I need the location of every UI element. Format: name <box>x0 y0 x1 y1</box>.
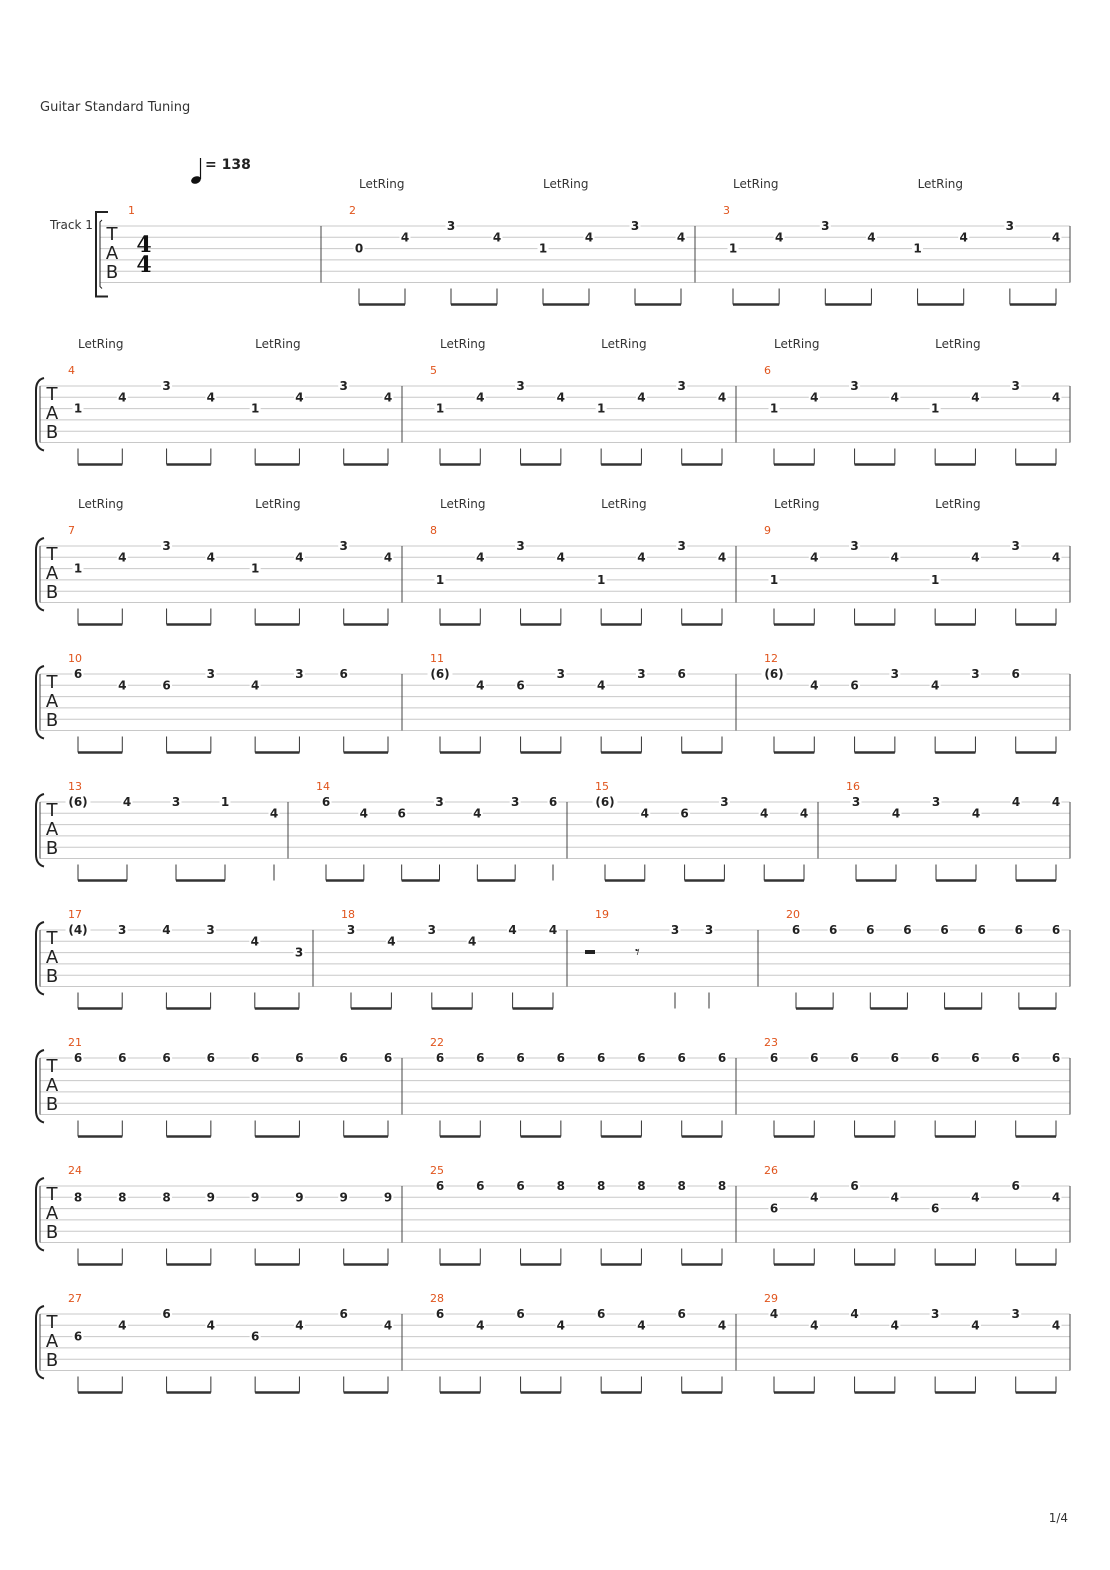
measure-number: 12 <box>764 652 778 665</box>
fret-number: 3 <box>677 539 686 553</box>
fret-number: 1 <box>596 401 606 416</box>
measure-number: 1 <box>128 204 135 217</box>
fret-number: 1 <box>250 401 260 416</box>
fret-number: 4 <box>548 923 558 937</box>
fret-number: 8 <box>556 1179 566 1193</box>
fret-number: 4 <box>637 1318 646 1333</box>
fret-number: 8 <box>596 1179 606 1193</box>
fret-number: 6 <box>548 795 558 809</box>
fret-number: 4 <box>971 550 980 565</box>
fret-number: 4 <box>676 230 686 245</box>
measure-number: 25 <box>430 1164 444 1177</box>
fret-number: 3 <box>556 667 566 681</box>
fret-number: 6 <box>476 1179 485 1193</box>
fret-number: 4 <box>383 550 393 565</box>
fret-number: 4 <box>476 550 485 565</box>
fret-number: 6 <box>250 1329 260 1344</box>
fret-number: 4 <box>971 1190 980 1205</box>
fret-number: 4 <box>930 678 940 693</box>
fret-number: 6 <box>73 1051 83 1065</box>
fret-number: (4) <box>68 923 88 937</box>
fret-number: 3 <box>294 945 304 960</box>
fret-number: 6 <box>250 1051 260 1065</box>
fret-number: 8 <box>637 1179 646 1193</box>
fret-number: 6 <box>850 1179 859 1193</box>
fret-number: 1 <box>930 401 940 416</box>
fret-number: 6 <box>73 667 83 681</box>
fret-number: 3 <box>1011 539 1020 553</box>
fret-number: (6) <box>764 667 784 681</box>
fret-number: 3 <box>890 667 900 681</box>
fret-number: 8 <box>118 1190 127 1205</box>
measure-number: 2 <box>349 204 356 217</box>
tab-clef-letter: A <box>45 947 59 968</box>
fret-number: 4 <box>850 1307 859 1321</box>
fret-number: 4 <box>295 390 304 405</box>
fret-number: 4 <box>383 390 393 405</box>
tab-clef-letter: B <box>45 582 59 603</box>
measure-number: 10 <box>68 652 82 665</box>
fret-number: 4 <box>118 550 127 565</box>
fret-number: 6 <box>791 923 801 937</box>
fret-number: 4 <box>118 390 127 405</box>
let-ring-label: LetRing <box>78 497 124 511</box>
fret-number: 4 <box>799 806 809 821</box>
tab-clef-letter: B <box>45 1094 59 1115</box>
fret-number: 6 <box>295 1051 304 1065</box>
measure-number: 9 <box>764 524 771 537</box>
measure-number: 8 <box>430 524 437 537</box>
fret-number: 6 <box>516 1051 525 1065</box>
fret-number: 4 <box>890 1190 900 1205</box>
fret-number: 6 <box>677 1051 686 1065</box>
let-ring-label: LetRing <box>733 177 779 191</box>
let-ring-label: LetRing <box>255 497 301 511</box>
fret-number: 1 <box>769 401 779 416</box>
fret-number: 3 <box>821 219 830 233</box>
tab-clef-letter: T <box>46 544 58 565</box>
measure-number: 13 <box>68 780 82 793</box>
fret-number: 4 <box>890 390 900 405</box>
measure-number: 26 <box>764 1164 778 1177</box>
fret-number: 3 <box>162 379 171 393</box>
fret-number: 4 <box>769 1307 779 1321</box>
tab-clef-letter: T <box>46 928 58 949</box>
fret-number: 4 <box>295 550 304 565</box>
fret-number: 1 <box>538 241 548 256</box>
fret-number: 6 <box>162 678 171 693</box>
fret-number: 6 <box>866 923 875 937</box>
eighth-rest-icon: 𝄾 <box>635 942 640 963</box>
fret-number: 4 <box>295 1318 304 1333</box>
measure-number: 21 <box>68 1036 82 1049</box>
tab-clef-letter: T <box>46 800 58 821</box>
fret-number: 3 <box>206 923 215 937</box>
fret-number: 4 <box>556 550 566 565</box>
fret-number: 4 <box>476 390 485 405</box>
measure-number: 11 <box>430 652 444 665</box>
fret-number: 4 <box>206 1318 216 1333</box>
fret-number: 1 <box>913 241 922 256</box>
fret-number: 3 <box>171 795 181 809</box>
fret-number: 6 <box>890 1051 900 1065</box>
fret-number: 6 <box>435 1051 445 1065</box>
tab-clef-letter: A <box>45 563 59 584</box>
fret-number: 4 <box>890 550 900 565</box>
fret-number: 6 <box>162 1307 171 1321</box>
tab-clef-letter: B <box>105 262 119 283</box>
fret-number: 3 <box>516 379 525 393</box>
tab-clef-letter: A <box>45 1075 59 1096</box>
fret-number: 4 <box>508 923 517 937</box>
fret-number: 6 <box>339 667 348 681</box>
fret-number: 3 <box>339 539 348 553</box>
let-ring-label: LetRing <box>543 177 589 191</box>
fret-number: 8 <box>73 1190 83 1205</box>
measure-number: 17 <box>68 908 82 921</box>
fret-number: 6 <box>1011 667 1020 681</box>
fret-number: 1 <box>769 572 779 587</box>
let-ring-label: LetRing <box>774 337 820 351</box>
fret-number: 6 <box>977 923 986 937</box>
fret-number: 6 <box>476 1051 485 1065</box>
fret-number: 6 <box>677 1307 686 1321</box>
fret-number: 4 <box>810 390 819 405</box>
fret-number: 1 <box>73 401 83 416</box>
fret-number: 3 <box>677 379 686 393</box>
fret-number: 4 <box>971 1318 980 1333</box>
fret-number: 9 <box>295 1190 304 1205</box>
fret-number: 4 <box>971 390 980 405</box>
fret-number: 6 <box>680 806 689 821</box>
fret-number: 4 <box>640 806 649 821</box>
fret-number: 4 <box>250 934 259 949</box>
tab-clef-letter: T <box>46 672 58 693</box>
let-ring-label: LetRing <box>440 497 486 511</box>
fret-number: 6 <box>677 667 686 681</box>
fret-number: (6) <box>430 667 450 681</box>
fret-number: 3 <box>516 539 525 553</box>
fret-number: 6 <box>903 923 912 937</box>
fret-number: 6 <box>339 1051 348 1065</box>
fret-number: 6 <box>930 1201 940 1216</box>
tab-clef-letter: A <box>105 243 119 264</box>
fret-number: 4 <box>1051 1318 1061 1333</box>
fret-number: 4 <box>1051 550 1061 565</box>
fret-number: 4 <box>1051 795 1061 809</box>
fret-number: 6 <box>769 1051 779 1065</box>
fret-number: 4 <box>717 390 727 405</box>
fret-number: 3 <box>346 923 356 937</box>
measure-number: 5 <box>430 364 437 377</box>
let-ring-label: LetRing <box>601 337 647 351</box>
fret-number: 8 <box>677 1179 686 1193</box>
fret-number: 3 <box>427 923 436 937</box>
tab-clef-letter: T <box>106 224 118 245</box>
fret-number: 9 <box>339 1190 348 1205</box>
tab-clef-letter: A <box>45 1331 59 1352</box>
fret-number: 4 <box>476 678 485 693</box>
fret-number: 4 <box>717 550 727 565</box>
fret-number: 4 <box>359 806 369 821</box>
fret-number: 4 <box>810 1190 819 1205</box>
measure-number: 22 <box>430 1036 444 1049</box>
fret-number: 1 <box>220 795 230 809</box>
fret-number: 3 <box>1005 219 1015 233</box>
tab-clef-letter: B <box>45 838 59 859</box>
fret-number: 6 <box>1011 1179 1020 1193</box>
fret-number: 3 <box>206 667 216 681</box>
fret-number: 3 <box>850 539 859 553</box>
fret-number: 4 <box>717 1318 727 1333</box>
fret-number: 4 <box>162 923 171 937</box>
fret-number: 6 <box>321 795 331 809</box>
fret-number: 6 <box>637 1051 646 1065</box>
fret-number: 4 <box>468 934 477 949</box>
fret-number: 4 <box>122 795 132 809</box>
fret-number: 1 <box>435 572 445 587</box>
fret-number: 6 <box>206 1051 216 1065</box>
tab-clef-letter: T <box>46 1056 58 1077</box>
fret-number: 4 <box>387 934 396 949</box>
fret-number: 4 <box>971 806 981 821</box>
fret-number: 6 <box>828 923 838 937</box>
fret-number: 6 <box>810 1051 819 1065</box>
fret-number: 4 <box>1051 230 1061 245</box>
tab-clef-letter: A <box>45 403 59 424</box>
fret-number: 3 <box>930 1307 940 1321</box>
fret-number: 3 <box>630 219 640 233</box>
let-ring-label: LetRing <box>440 337 486 351</box>
fret-number: 3 <box>637 667 646 681</box>
fret-number: 4 <box>637 390 646 405</box>
fret-number: 6 <box>435 1179 445 1193</box>
fret-number: 6 <box>1051 923 1061 937</box>
fret-number: 6 <box>397 806 406 821</box>
fret-number: 6 <box>118 1051 127 1065</box>
fret-number: 3 <box>720 795 729 809</box>
fret-number: 4 <box>891 806 901 821</box>
fret-number: 6 <box>516 1307 525 1321</box>
let-ring-label: LetRing <box>774 497 820 511</box>
fret-number: 3 <box>670 923 680 937</box>
measure-number: 20 <box>786 908 800 921</box>
fret-number: 3 <box>435 795 444 809</box>
let-ring-label: LetRing <box>935 337 981 351</box>
measure-number: 18 <box>341 908 355 921</box>
fret-number: 6 <box>940 923 949 937</box>
fret-number: 6 <box>850 678 859 693</box>
fret-number: 8 <box>162 1190 171 1205</box>
tab-clef-letter: A <box>45 1203 59 1224</box>
fret-number: 4 <box>760 806 769 821</box>
fret-number: 4 <box>206 390 216 405</box>
fret-number: 6 <box>930 1051 940 1065</box>
track-bracket-inner <box>100 220 102 289</box>
fret-number: 6 <box>971 1051 980 1065</box>
fret-number: 4 <box>596 678 606 693</box>
fret-number: 4 <box>637 550 646 565</box>
track-label: Track 1 <box>50 218 93 232</box>
fret-number: 3 <box>704 923 714 937</box>
fret-number: 4 <box>890 1318 900 1333</box>
let-ring-label: LetRing <box>601 497 647 511</box>
fret-number: 4 <box>206 550 216 565</box>
fret-number: 4 <box>959 230 968 245</box>
tab-clef-letter: A <box>45 691 59 712</box>
fret-number: 6 <box>516 1179 525 1193</box>
fret-number: 6 <box>383 1051 393 1065</box>
fret-number: 6 <box>73 1329 83 1344</box>
fret-number: 3 <box>510 795 520 809</box>
fret-number: 9 <box>383 1190 393 1205</box>
fret-number: 6 <box>339 1307 348 1321</box>
fret-number: 6 <box>850 1051 859 1065</box>
measure-number: 19 <box>595 908 609 921</box>
fret-number: 4 <box>383 1318 393 1333</box>
fret-number: 4 <box>1011 795 1021 809</box>
fret-number: (6) <box>595 795 615 809</box>
fret-number: 3 <box>295 667 304 681</box>
fret-number: 4 <box>473 806 482 821</box>
measure-number: 28 <box>430 1292 444 1305</box>
fret-number: 4 <box>476 1318 485 1333</box>
fret-number: 3 <box>446 219 456 233</box>
fret-number: (6) <box>68 795 88 809</box>
measure-number: 14 <box>316 780 330 793</box>
fret-number: 0 <box>354 241 364 256</box>
tab-clef-letter: B <box>45 422 59 443</box>
half-rest-icon <box>585 950 595 954</box>
fret-number: 4 <box>250 678 260 693</box>
fret-number: 4 <box>810 678 819 693</box>
fret-number: 4 <box>810 1318 819 1333</box>
fret-number: 3 <box>1011 1307 1020 1321</box>
fret-number: 4 <box>810 550 819 565</box>
tab-clef-letter: T <box>46 1312 58 1333</box>
tuning-label: Guitar Standard Tuning <box>40 100 191 115</box>
fret-number: 6 <box>556 1051 566 1065</box>
fret-number: 3 <box>339 379 348 393</box>
fret-number: 6 <box>162 1051 171 1065</box>
let-ring-label: LetRing <box>359 177 405 191</box>
fret-number: 6 <box>717 1051 727 1065</box>
measure-number: 23 <box>764 1036 778 1049</box>
tab-clef-letter: T <box>46 384 58 405</box>
time-signature-top: 4 <box>136 232 152 258</box>
let-ring-label: LetRing <box>255 337 301 351</box>
fret-number: 4 <box>774 230 784 245</box>
tab-clef-letter: B <box>45 710 59 731</box>
fret-number: 1 <box>435 401 445 416</box>
tab-clef-letter: B <box>45 966 59 987</box>
tab-clef-letter: A <box>45 819 59 840</box>
fret-number: 4 <box>556 390 566 405</box>
fret-number: 4 <box>1051 390 1061 405</box>
fret-number: 4 <box>400 230 410 245</box>
fret-number: 1 <box>73 561 83 576</box>
fret-number: 8 <box>717 1179 727 1193</box>
measure-number: 29 <box>764 1292 778 1305</box>
fret-number: 6 <box>596 1051 606 1065</box>
fret-number: 1 <box>250 561 260 576</box>
fret-number: 4 <box>118 678 127 693</box>
fret-number: 3 <box>118 923 127 937</box>
fret-number: 3 <box>1011 379 1020 393</box>
fret-number: 4 <box>492 230 502 245</box>
tab-clef-letter: T <box>46 1184 58 1205</box>
fret-number: 4 <box>556 1318 566 1333</box>
measure-number: 3 <box>723 204 730 217</box>
fret-number: 4 <box>118 1318 127 1333</box>
fret-number: 6 <box>596 1307 606 1321</box>
measure-number: 27 <box>68 1292 82 1305</box>
fret-number: 6 <box>769 1201 779 1216</box>
fret-number: 9 <box>250 1190 260 1205</box>
measure-number: 16 <box>846 780 860 793</box>
tab-clef-letter: B <box>45 1350 59 1371</box>
page-number: 1/4 <box>1048 1511 1068 1525</box>
fret-number: 4 <box>1051 1190 1061 1205</box>
fret-number: 6 <box>1014 923 1024 937</box>
fret-number: 4 <box>867 230 876 245</box>
measure-number: 6 <box>764 364 771 377</box>
measure-number: 4 <box>68 364 75 377</box>
measure-number: 24 <box>68 1164 82 1177</box>
fret-number: 3 <box>971 667 980 681</box>
fret-number: 6 <box>1011 1051 1020 1065</box>
fret-number: 4 <box>269 806 279 821</box>
fret-number: 9 <box>206 1190 216 1205</box>
fret-number: 3 <box>162 539 171 553</box>
fret-number: 3 <box>851 795 861 809</box>
fret-number: 3 <box>850 379 859 393</box>
tab-clef-letter: B <box>45 1222 59 1243</box>
let-ring-label: LetRing <box>917 177 964 191</box>
time-signature-bottom: 4 <box>136 252 152 278</box>
measure-number: 7 <box>68 524 75 537</box>
fret-number: 4 <box>584 230 594 245</box>
tempo-value: = 138 <box>205 157 251 173</box>
fret-number: 1 <box>930 572 940 587</box>
let-ring-label: LetRing <box>78 337 124 351</box>
measure-number: 15 <box>595 780 609 793</box>
fret-number: 6 <box>435 1307 445 1321</box>
fret-number: 1 <box>728 241 738 256</box>
fret-number: 3 <box>931 795 941 809</box>
fret-number: 6 <box>516 678 525 693</box>
let-ring-label: LetRing <box>935 497 981 511</box>
fret-number: 1 <box>596 572 606 587</box>
fret-number: 6 <box>1051 1051 1061 1065</box>
